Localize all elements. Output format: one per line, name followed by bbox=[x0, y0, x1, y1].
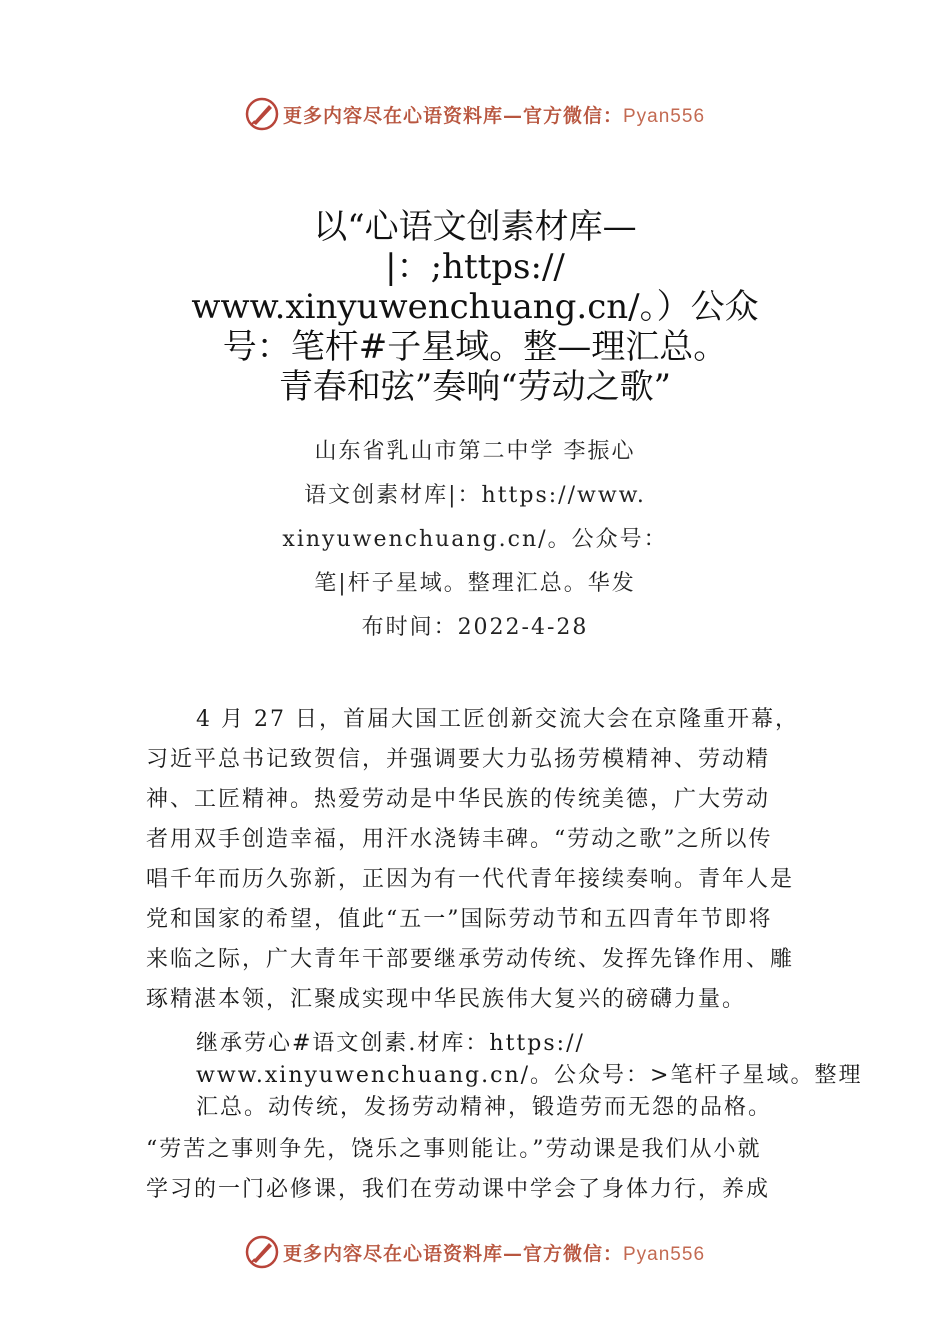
watermark-header bbox=[0, 94, 950, 134]
wechat-id: Pyan556 bbox=[623, 105, 706, 127]
title-line: 以“心语文创素材库— bbox=[313, 207, 637, 247]
paragraph-line: 来临之际，广大青年干部要继承劳动传统、发挥先锋作用、雕 bbox=[146, 947, 795, 972]
watermark-text: 更多内容尽在心语资料库—官方微信：Pyan556 bbox=[282, 1242, 706, 1265]
paragraph-line: “劳苦之事则争先，饶乐之事则能让。”劳动课是我们从小就 bbox=[146, 1137, 762, 1162]
paragraph-line: 神、工匠精神。热爱劳动是中华民族的传统美德，广大劳动 bbox=[146, 787, 771, 812]
watermark-text: 更多内容尽在心语资料库—官方微信：Pyan556 bbox=[282, 104, 706, 127]
title-line: |：;https:// bbox=[385, 247, 565, 287]
meta-line: 语文创素材库|：https://www. bbox=[304, 483, 646, 508]
paragraph-line: 者用双手创造幸福，用汗水浇铸丰碑。“劳动之歌”之所以传 bbox=[146, 827, 773, 852]
subheading-line: 继承劳心#语文创素.材库：https:// bbox=[196, 1031, 585, 1056]
watermark-footer bbox=[0, 1232, 950, 1272]
paragraph-line: 党和国家的希望，值此“五一”国际劳动节和五四青年节即将 bbox=[146, 907, 773, 932]
title-line: 号：笔杆#子星域。整—理汇总。 bbox=[222, 327, 728, 367]
meta-line: xinyuwenchuang.cn/。公众号： bbox=[282, 527, 668, 552]
wechat-id: Pyan556 bbox=[623, 1243, 706, 1265]
paragraph-line: 学习的一门必修课，我们在劳动课中学会了身体力行，养成 bbox=[146, 1177, 771, 1202]
title-line: www.xinyuwenchuang.cn/。）公众 bbox=[191, 287, 759, 327]
subheading-line: 汇总。动传统，发扬劳动精神，锻造劳而无怨的品格。 bbox=[196, 1095, 773, 1120]
article-body bbox=[146, 700, 863, 1210]
paragraph-line: 唱千年而历久弥新，正因为有一代代青年接续奏响。青年人是 bbox=[146, 867, 795, 892]
paragraph-line: 习近平总书记致贺信，并强调要大力弘扬劳模精神、劳动精 bbox=[146, 747, 771, 772]
article-title bbox=[150, 207, 800, 407]
title-line: 青春和弦”奏响“劳动之歌” bbox=[278, 367, 672, 407]
quill-logo-icon bbox=[245, 1235, 279, 1269]
quill-logo-icon bbox=[245, 97, 279, 131]
paragraph-line: 4 月 27 日，首届大国工匠创新交流大会在京隆重开幕， bbox=[196, 707, 799, 732]
meta-line: 笔|杆子星域。整理汇总。华发 bbox=[314, 571, 636, 596]
author-meta bbox=[200, 430, 750, 650]
subheading-line: www.xinyuwenchuang.cn/。公众号：>笔杆子星域。整理 bbox=[196, 1063, 863, 1088]
meta-line: 布时间：2022-4-28 bbox=[361, 615, 589, 640]
paragraph-line: 琢精湛本领，汇聚成实现中华民族伟大复兴的磅礴力量。 bbox=[146, 987, 747, 1012]
meta-line: 山东省乳山市第二中学 李振心 bbox=[314, 439, 636, 464]
